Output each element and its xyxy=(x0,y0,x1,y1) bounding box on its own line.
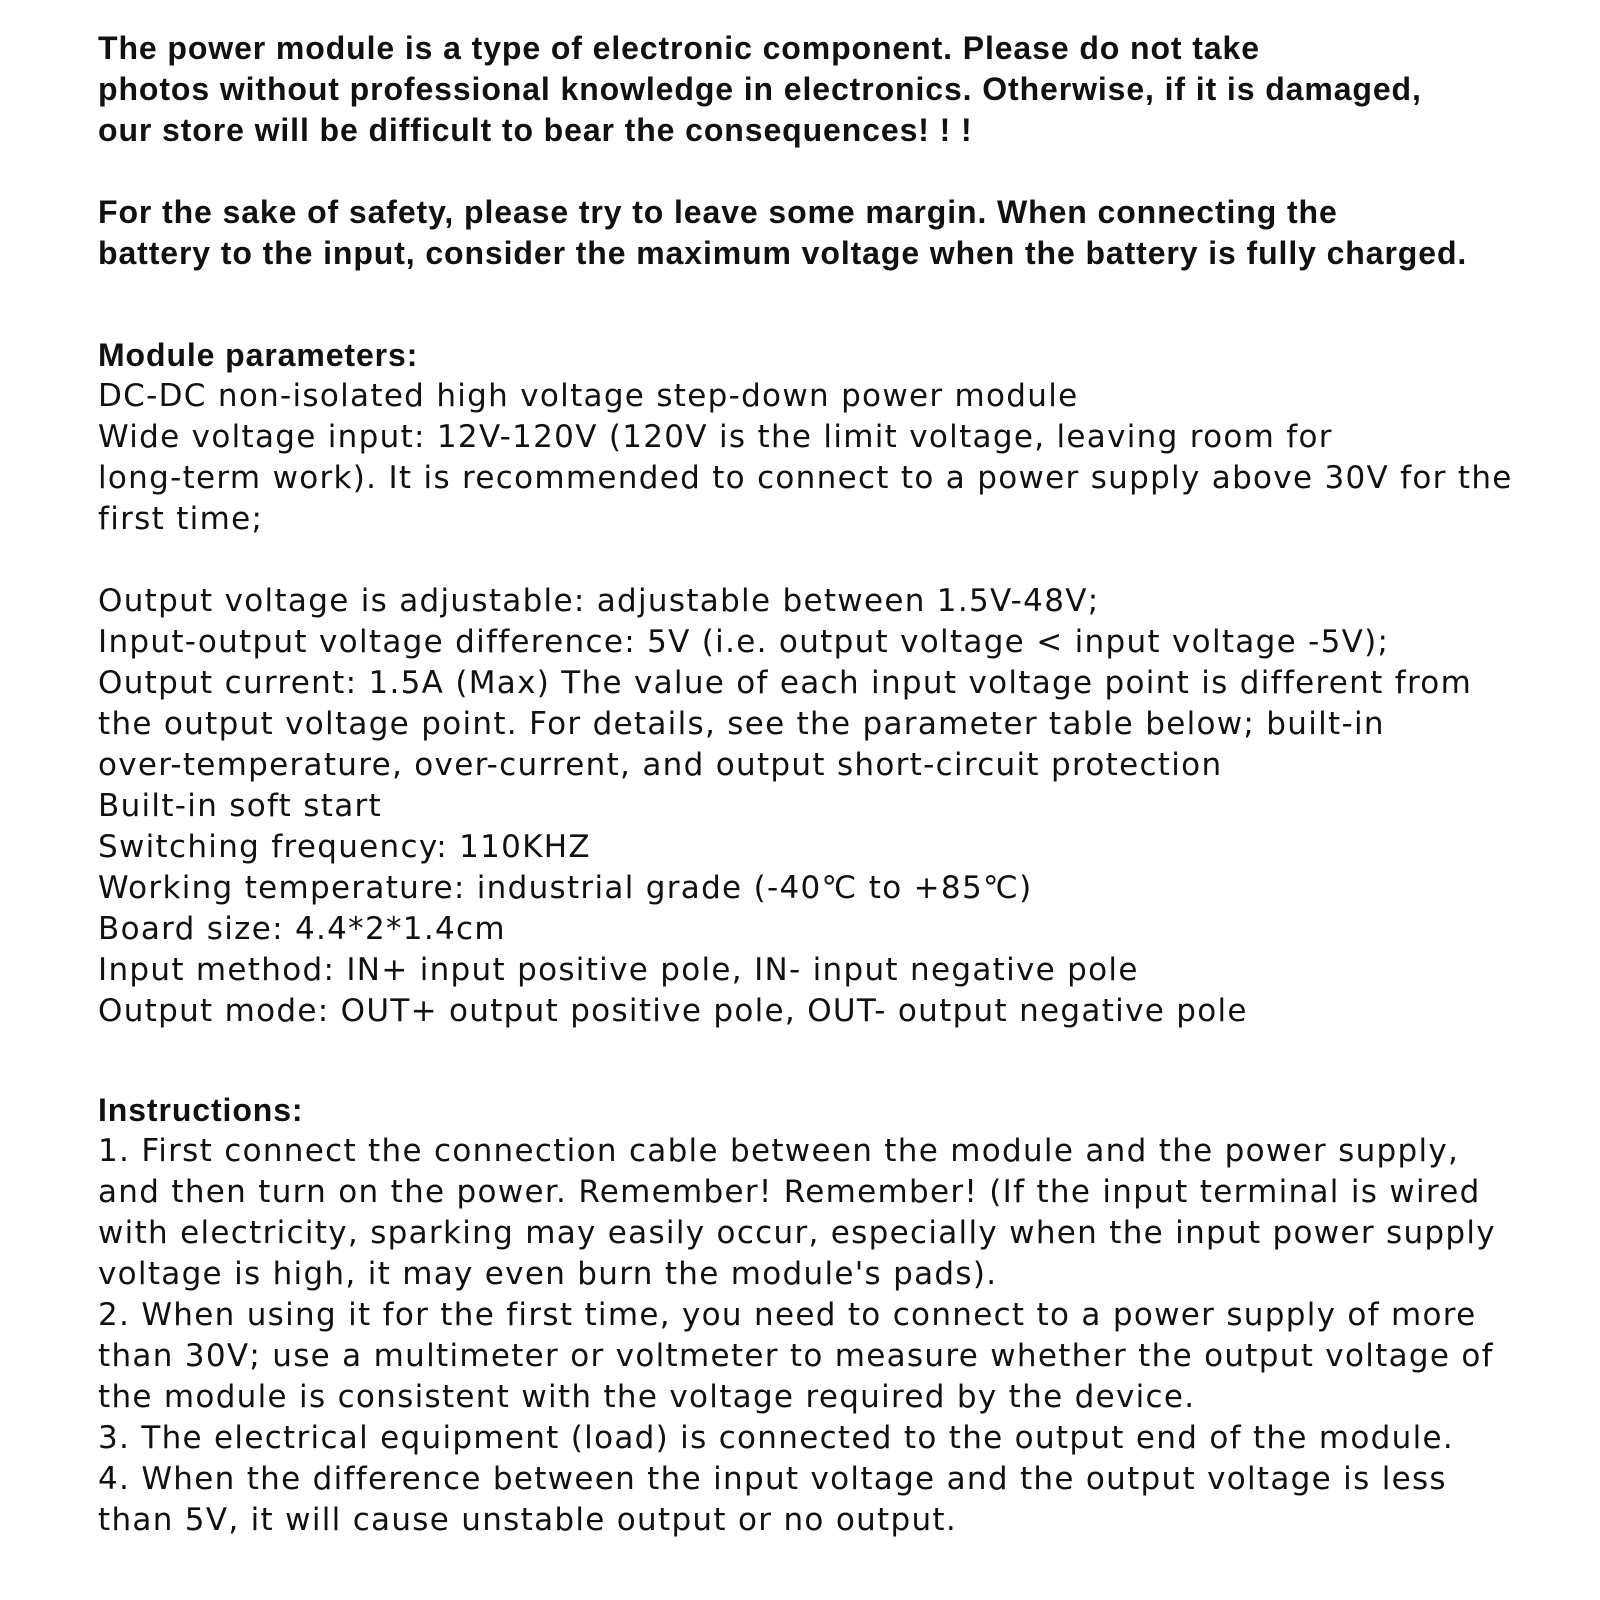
instructions-section xyxy=(98,1090,1578,1541)
instruction-line: 4. When the difference between the input voltage and the output voltage is less xyxy=(98,1461,1447,1497)
warning-line: The power module is a type of electronic component. Please do not take xyxy=(98,30,1260,66)
parameter-line: Output mode: OUT+ output positive pole, OUT- output negative pole xyxy=(98,993,1248,1029)
parameter-line: DC-DC non-isolated high voltage step-down power module xyxy=(98,378,1079,414)
instruction-line: than 5V, it will cause unstable output or no output. xyxy=(98,1502,958,1538)
parameter-line: Switching frequency: 110KHZ xyxy=(98,829,591,865)
paragraph-spacer xyxy=(98,540,1578,581)
safety-paragraph xyxy=(98,192,1578,274)
module-parameters-heading: Module parameters: xyxy=(98,337,419,373)
paragraph-spacer xyxy=(98,151,1578,192)
instruction-line: 2. When using it for the first time, you need to connect to a power supply of more xyxy=(98,1297,1477,1333)
parameter-line: the output voltage point. For details, see the parameter table below; built-in xyxy=(98,706,1385,742)
parameter-line: Input-output voltage difference: 5V (i.e. output voltage < input voltage -5V); xyxy=(98,624,1390,660)
module-parameters-section xyxy=(98,335,1578,1032)
safety-line: battery to the input, consider the maximum voltage when the battery is fully charged. xyxy=(98,235,1468,271)
parameter-line: Output current: 1.5A (Max) The value of each input voltage point is different from xyxy=(98,665,1473,701)
instruction-line: 3. The electrical equipment (load) is connected to the output end of the module. xyxy=(98,1420,1455,1456)
parameter-line: first time; xyxy=(98,501,264,537)
instruction-line: than 30V; use a multimeter or voltmeter to measure whether the output voltage of xyxy=(98,1338,1494,1374)
warning-paragraph xyxy=(98,28,1578,151)
parameter-line: Built-in soft start xyxy=(98,788,382,824)
section-spacer xyxy=(98,274,1578,335)
document-page xyxy=(98,28,1578,1541)
instruction-line: voltage is high, it may even burn the module's pads). xyxy=(98,1256,998,1292)
parameter-line: Working temperature: industrial grade (-40℃ to +85℃) xyxy=(98,870,1033,906)
instructions-heading: Instructions: xyxy=(98,1092,304,1128)
warning-line: photos without professional knowledge in electronics. Otherwise, if it is damaged, xyxy=(98,71,1422,107)
parameter-line: long-term work). It is recommended to connect to a power supply above 30V for the xyxy=(98,460,1513,496)
parameter-line: Output voltage is adjustable: adjustable between 1.5V-48V; xyxy=(98,583,1100,619)
parameter-line: Board size: 4.4*2*1.4cm xyxy=(98,911,506,947)
parameter-line: Input method: IN+ input positive pole, IN- input negative pole xyxy=(98,952,1139,988)
instruction-line: and then turn on the power. Remember! Remember! (If the input terminal is wired xyxy=(98,1174,1481,1210)
instruction-line: 1. First connect the connection cable between the module and the power supply, xyxy=(98,1133,1460,1169)
instruction-line: with electricity, sparking may easily occur, especially when the input power supply xyxy=(98,1215,1496,1251)
warning-line: our store will be difficult to bear the consequences! ! ! xyxy=(98,112,973,148)
parameter-line: over-temperature, over-current, and output short-circuit protection xyxy=(98,747,1223,783)
instruction-line: the module is consistent with the voltage required by the device. xyxy=(98,1379,1196,1415)
section-spacer xyxy=(98,1032,1578,1090)
safety-line: For the sake of safety, please try to leave some margin. When connecting the xyxy=(98,194,1338,230)
parameter-line: Wide voltage input: 12V-120V (120V is the limit voltage, leaving room for xyxy=(98,419,1333,455)
